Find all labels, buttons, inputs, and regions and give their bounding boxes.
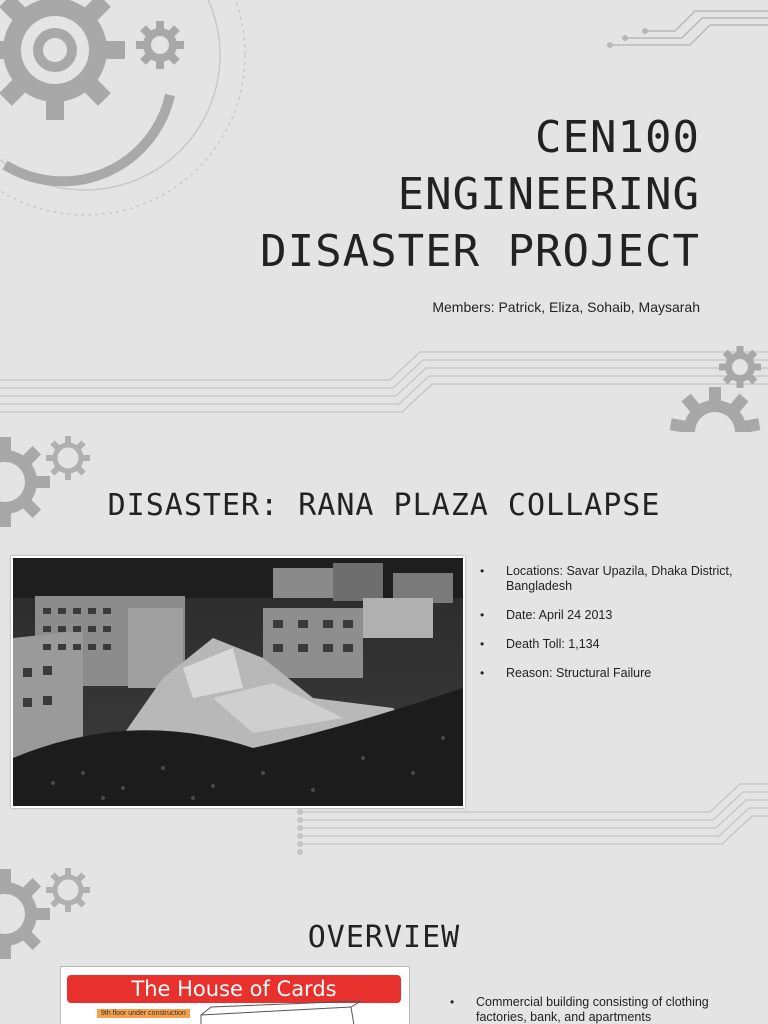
- disaster-bullets: [480, 564, 750, 695]
- building-diagram: [61, 967, 409, 1024]
- disaster-slide: [0, 432, 768, 864]
- bullet-death-toll: • Death Toll: 1,134: [480, 637, 750, 652]
- title-slide: [0, 0, 768, 432]
- collapsed-building-photo: [11, 556, 465, 808]
- members-text: Members: Patrick, Eliza, Sohaib, Maysarah: [432, 299, 700, 315]
- title-line-3: DISASTER PROJECT: [260, 226, 700, 277]
- house-of-cards-title: The House of Cards: [67, 975, 401, 1003]
- bullet-date: • Date: April 24 2013: [480, 608, 750, 623]
- overview-bullets: [450, 995, 750, 1024]
- house-of-cards-tag: 9th floor under construction: [97, 1009, 190, 1018]
- title-line-2: ENGINEERING: [397, 169, 700, 220]
- bullet-building-type: • Commercial building consisting of clothing factories, bank, and apartments: [450, 995, 750, 1024]
- overview-heading: OVERVIEW: [307, 920, 461, 955]
- disaster-heading: DISASTER: RANA PLAZA COLLAPSE: [107, 488, 661, 523]
- title-line-1: CEN100: [535, 112, 700, 163]
- bullet-location: • Locations: Savar Upazila, Dhaka District, Bangladesh: [480, 564, 750, 594]
- bullet-reason: • Reason: Structural Failure: [480, 666, 750, 681]
- house-of-cards-image: [60, 966, 410, 1024]
- overview-slide: [0, 864, 768, 1024]
